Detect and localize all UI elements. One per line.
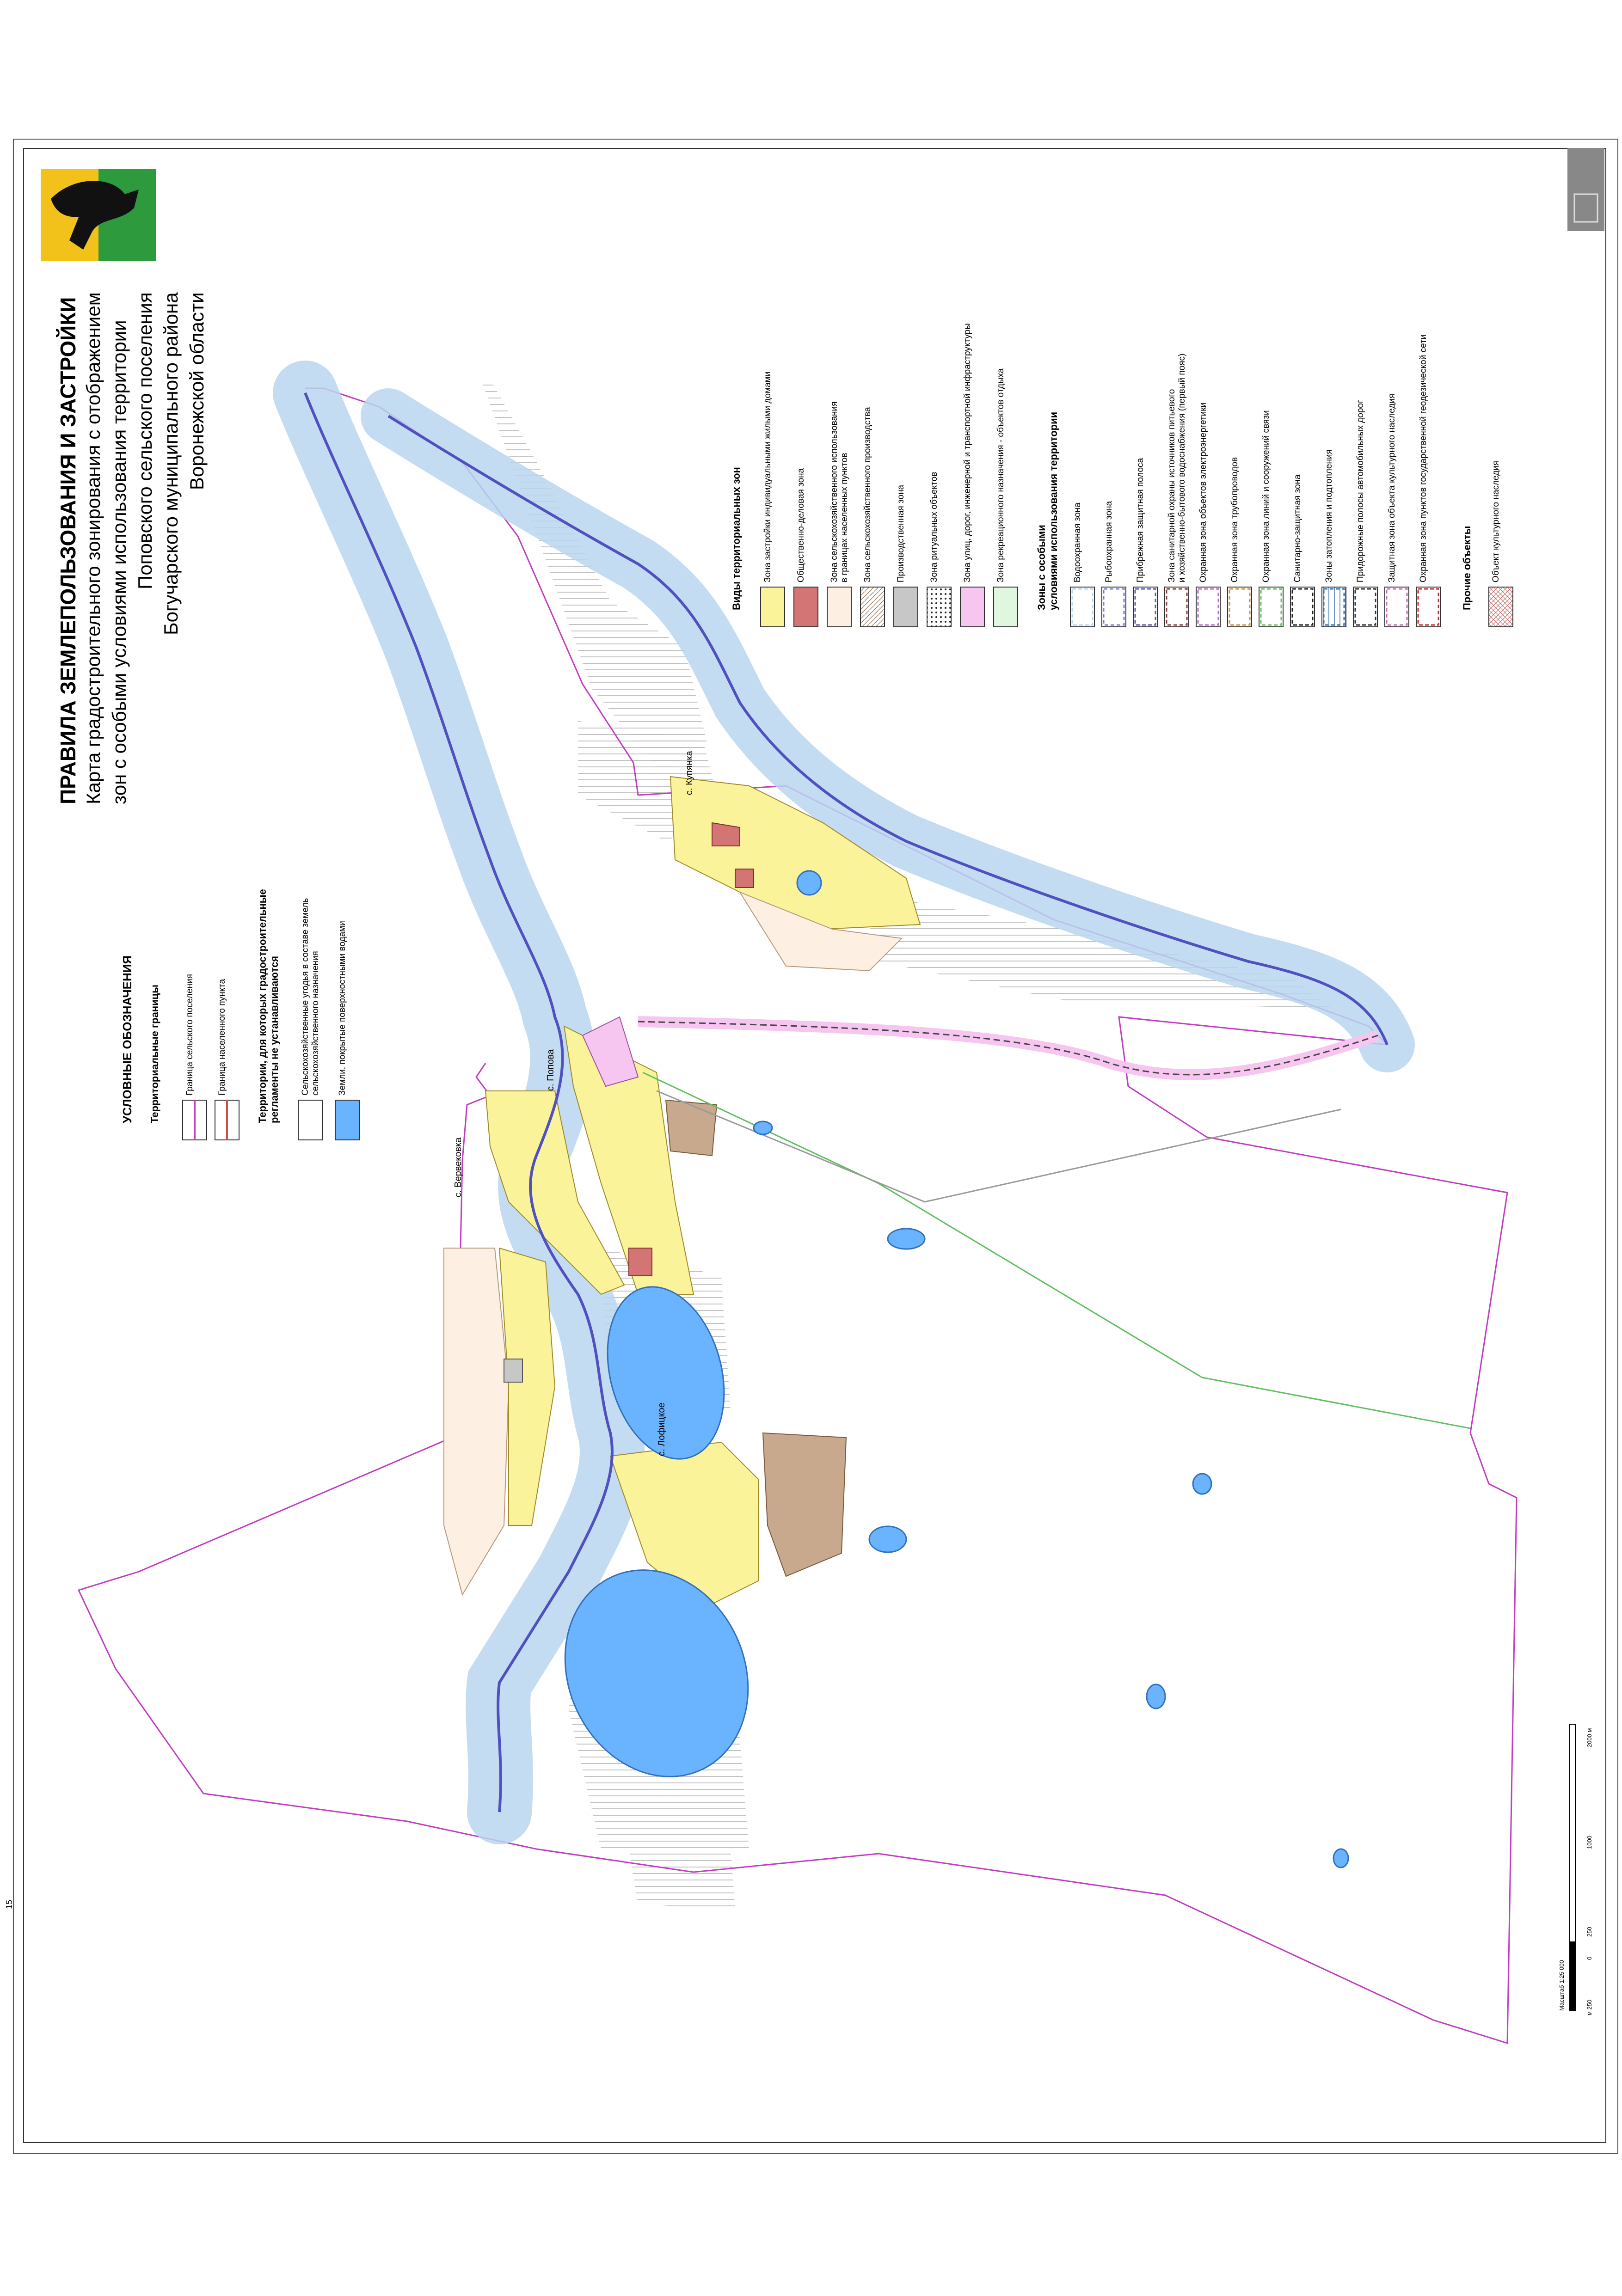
settlement-boundary <box>79 388 1517 2043</box>
special-zone-item-4 <box>1167 354 1187 582</box>
zone-types-heading <box>731 467 743 610</box>
zone-type-item-2 <box>796 468 806 582</box>
special-zone-item-9 <box>1324 449 1334 582</box>
zone-type-label-2-1: Общественно-деловая зона <box>796 468 806 582</box>
zone-type-label-8-1: Зона рекреационного назначения - объектов отдыха <box>996 368 1006 582</box>
noreg-label-1a: Сельскохозяйственные угодья в составе земель <box>301 898 310 1096</box>
map-subtitle-1: Карта градостроительного зонирования с отображением <box>82 292 104 804</box>
zone-type-label-4-1: Зона сельскохозяйственного производства <box>863 407 872 582</box>
zone-type-label-6-1: Зона ритуальных объектов <box>929 471 939 582</box>
scale-tick-4: 1000 <box>1586 1836 1593 1849</box>
zone-type-item-3 <box>829 402 850 582</box>
other-label-1: Объект культурного наследия <box>1491 460 1501 582</box>
zone-type-swatch-8 <box>994 587 1018 627</box>
zone-type-swatch-1 <box>761 587 785 627</box>
scale-tick-1: м 250 <box>1586 1999 1593 2015</box>
place-label-vervekovka: с. Вервековка <box>453 1137 463 1197</box>
transmission-line <box>657 1091 1341 1202</box>
special-zone-item-12 <box>1419 335 1429 582</box>
special-zone-swatch-3 <box>1133 587 1157 627</box>
special-zone-label-2-1: Рыбоохранная зона <box>1104 501 1114 582</box>
zone-type-label-5-1: Производственная зона <box>896 484 906 582</box>
noreg-label-1b: сельскохозяйственного назначения <box>311 951 320 1096</box>
map-subtitle-5: Воронежской области <box>186 292 208 490</box>
zone-type-item-5 <box>896 485 906 582</box>
map-title: ПРАВИЛА ЗЕМЛЕПОЛЬЗОВАНИЯ И ЗАСТРОЙКИ <box>56 297 80 804</box>
zone-type-item-7 <box>963 323 973 582</box>
scale-bar <box>1570 1724 1575 2011</box>
legend-boundary-1 <box>185 974 195 1096</box>
place-label-popova: с. Попова <box>546 1049 556 1091</box>
page-number: 15 <box>5 1899 14 1909</box>
special-zone-swatch-12 <box>1416 587 1440 627</box>
zone-type-label-3-2: в границах населенных пунктов <box>840 453 849 582</box>
legend-noreg-1 <box>301 898 321 1096</box>
scale-tick-3: 250 <box>1586 1927 1593 1937</box>
special-zone-item-6 <box>1230 457 1240 582</box>
special-zone-item-11 <box>1387 394 1397 582</box>
boundary-label-1: Граница сельского поселения <box>185 974 195 1096</box>
special-zone-swatch-9 <box>1322 587 1346 627</box>
special-heading-1: Зоны с особыми <box>1036 525 1047 610</box>
place-label-loficko: с. Лофицкое <box>657 1402 667 1456</box>
special-zone-swatch-7 <box>1259 587 1283 627</box>
map-subtitle-2: зон с особыми условиями использования территории <box>108 320 130 804</box>
noreg-heading-1: Территории, для которых градостроительные <box>257 889 268 1123</box>
other-swatch-1 <box>1489 587 1513 627</box>
legend-title: УСЛОВНЫЕ ОБОЗНАЧЕНИЯ <box>120 955 134 1123</box>
special-zone-label-12-1: Охранная зона пунктов государственной геодезической сети <box>1419 334 1428 582</box>
boundary-label-2: Граница населенного пункта <box>217 979 227 1096</box>
special-zone-swatch-4 <box>1165 587 1189 627</box>
title-block <box>55 292 210 804</box>
special-zone-label-6-1: Охранная зона трубопроводов <box>1230 457 1240 582</box>
special-zone-item-7 <box>1261 410 1272 583</box>
zone-types-title: Виды территориальных зон <box>731 467 742 610</box>
legend-noreg-heading <box>257 889 281 1123</box>
zone-type-label-7-1: Зона улиц, дорог, инженерной и транспортной инфраструктуры <box>963 323 972 582</box>
zone-type-swatch-3 <box>827 587 851 627</box>
special-zone-label-1-1: Водоохранная зона <box>1073 502 1082 582</box>
special-zone-item-3 <box>1136 458 1146 582</box>
special-zone-swatch-6 <box>1228 587 1252 627</box>
special-zone-item-1 <box>1073 502 1083 582</box>
special-zone-swatch-1 <box>1070 587 1094 627</box>
scale-tick-5: 2000 м <box>1586 1728 1593 1747</box>
map-subtitle-3: Поповского сельского поселения <box>134 292 156 589</box>
special-zone-label-9-1: Зоны затопления и подтопления <box>1324 449 1334 582</box>
special-zones-heading <box>1036 412 1060 610</box>
special-zone-item-10 <box>1356 400 1366 582</box>
zone-type-swatch-2 <box>794 587 818 627</box>
special-zone-swatch-11 <box>1385 587 1409 627</box>
special-zone-label-4-2: и хозяйственно-бытового водоснабжения (первый пояс) <box>1177 353 1187 582</box>
zone-type-item-8 <box>996 368 1006 582</box>
zone-type-label-3-1: Зона сельскохозяйственного использования <box>829 401 839 582</box>
zone-type-item-6 <box>929 472 940 582</box>
zone-type-swatch-4 <box>860 587 885 627</box>
map-subtitle-4: Богучарского муниципального района <box>160 292 182 635</box>
legend-noreg-2 <box>338 921 348 1096</box>
legend-boundaries <box>149 985 161 1123</box>
legend-boundary-2 <box>217 979 227 1096</box>
legend-heading <box>120 955 135 1123</box>
place-label-kupyanka: с. Купянка <box>684 751 694 795</box>
noreg-heading-2: регламенты не устанавливаются <box>269 955 280 1123</box>
special-zone-label-10-1: Придорожные полосы автомобильных дорог <box>1356 400 1365 582</box>
special-zone-label-3-1: Прибрежная защитная полоса <box>1136 458 1145 582</box>
special-zone-item-5 <box>1198 403 1209 582</box>
special-zone-label-11-1: Защитная зона объекта культурного наследия <box>1387 393 1397 582</box>
scale-text: Масштаб 1:25 000 <box>1558 1960 1565 2011</box>
noreg-swatch-1 <box>298 1100 322 1140</box>
coat-of-arms-icon <box>41 169 156 261</box>
scale-tick-2: 0 <box>1586 1956 1593 1960</box>
special-zone-label-5-1: Охранная зона объектов электроэнергетики <box>1198 402 1208 582</box>
zone-type-item-4 <box>863 407 873 582</box>
zone-type-label-1-1: Зона застройки индивидуальными жилыми домами <box>763 371 773 582</box>
stamp-icon <box>1567 148 1604 231</box>
special-zone-label-8-1: Санитарно-защитная зона <box>1293 474 1303 582</box>
special-zone-item-8 <box>1293 474 1303 582</box>
special-zone-label-4-1: Зона санитарной охраны источников питьевого <box>1167 389 1177 582</box>
zone-type-item-1 <box>763 372 773 582</box>
other-heading <box>1461 526 1473 610</box>
zone-type-swatch-5 <box>894 587 918 627</box>
special-zone-item-2 <box>1104 501 1114 582</box>
special-zone-label-7-1: Охранная зона линий и сооружений связи <box>1261 410 1271 582</box>
noreg-label-2: Земли, покрытые поверхностными водами <box>338 921 347 1096</box>
special-zone-swatch-5 <box>1196 587 1220 627</box>
special-zone-swatch-10 <box>1353 587 1377 627</box>
other-item-1 <box>1491 461 1501 582</box>
boundaries-heading: Территориальные границы <box>149 985 160 1123</box>
noreg-swatch-2 <box>335 1100 359 1140</box>
special-heading-2: условиями использования территории <box>1048 411 1059 610</box>
zone-type-swatch-6 <box>927 587 951 627</box>
zone-type-swatch-7 <box>960 587 984 627</box>
special-zone-swatch-2 <box>1102 587 1126 627</box>
other-title: Прочие объекты <box>1461 526 1473 610</box>
special-zone-swatch-8 <box>1290 587 1315 627</box>
